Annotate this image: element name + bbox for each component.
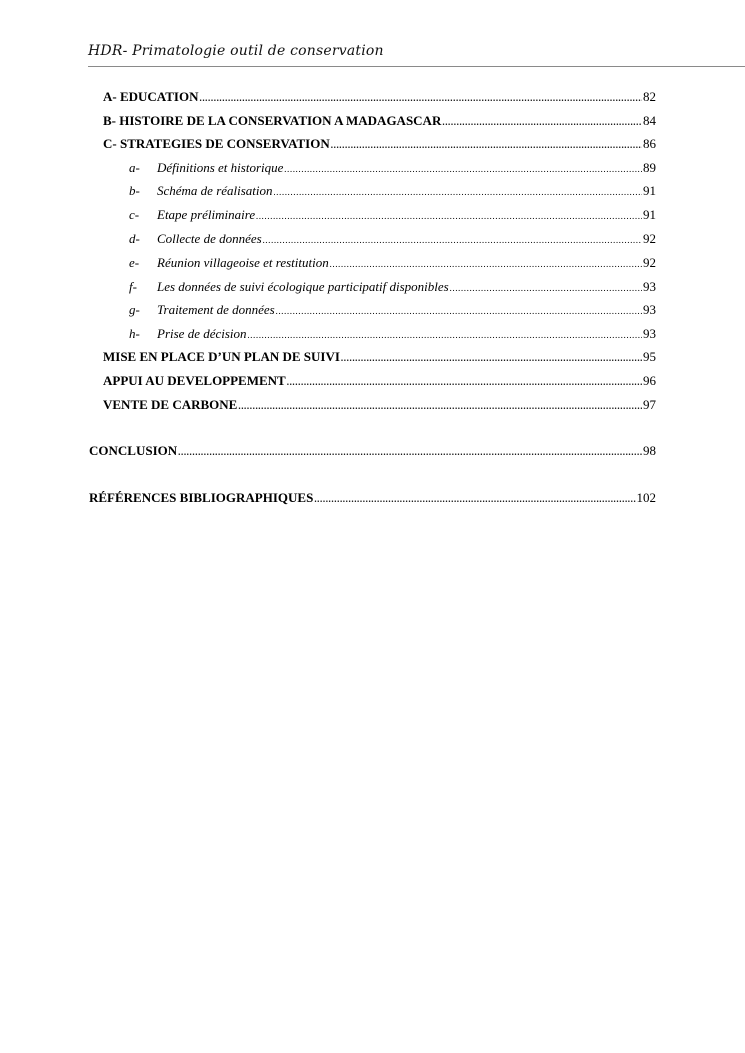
toc-subentry-c[interactable] bbox=[129, 207, 656, 224]
toc-entry-strategies[interactable] bbox=[103, 136, 656, 153]
toc-entry-label: VENTE DE CARBONE bbox=[103, 397, 238, 412]
toc-page-number: 84 bbox=[643, 113, 656, 128]
toc-subentry-prefix: c- bbox=[129, 207, 140, 222]
toc-subentry-h[interactable] bbox=[129, 326, 656, 343]
toc-subentry-label: Les données de suivi écologique participatif disponibles bbox=[157, 279, 449, 294]
toc-page-number: 92 bbox=[643, 255, 656, 270]
toc-entry-histoire[interactable] bbox=[103, 113, 656, 130]
dot-leader bbox=[442, 114, 642, 130]
toc-subentry-prefix: f- bbox=[129, 279, 137, 294]
toc-entry-plan-de-suivi[interactable] bbox=[103, 349, 656, 366]
toc-page-number: 95 bbox=[643, 349, 656, 364]
dot-leader bbox=[450, 280, 642, 296]
toc-entry-appui[interactable] bbox=[103, 373, 656, 390]
toc-entry-label: RÉFÉRENCES BIBLIOGRAPHIQUES bbox=[89, 490, 314, 505]
toc-entry-conclusion[interactable] bbox=[89, 443, 656, 460]
toc-page-number: 102 bbox=[636, 490, 656, 505]
toc-page-number: 82 bbox=[643, 89, 656, 104]
toc-subentry-prefix: a- bbox=[129, 160, 140, 175]
dot-leader bbox=[341, 350, 642, 366]
dot-leader bbox=[256, 208, 642, 224]
toc-subentry-g[interactable] bbox=[129, 302, 656, 319]
toc-subentry-a[interactable] bbox=[129, 160, 656, 177]
dot-leader bbox=[248, 327, 642, 343]
toc-subentry-prefix: e- bbox=[129, 255, 140, 270]
dot-leader bbox=[331, 137, 642, 153]
toc-page-number: 93 bbox=[643, 326, 656, 341]
toc-entry-references[interactable] bbox=[89, 490, 656, 507]
toc-subentry-e[interactable] bbox=[129, 255, 656, 272]
dot-leader bbox=[178, 444, 642, 460]
toc-page-number: 86 bbox=[643, 136, 656, 151]
toc-subentry-b[interactable] bbox=[129, 183, 656, 200]
toc-entry-label: A- EDUCATION bbox=[103, 89, 199, 104]
toc-entry-education[interactable] bbox=[103, 89, 656, 106]
toc-subentry-d[interactable] bbox=[129, 231, 656, 248]
toc-page-number: 97 bbox=[643, 397, 656, 412]
toc-entry-label: B- HISTOIRE DE LA CONSERVATION A MADAGASCAR bbox=[103, 113, 442, 128]
toc-entry-carbone[interactable] bbox=[103, 397, 656, 414]
toc-entry-label: CONCLUSION bbox=[89, 443, 178, 458]
toc-subentry-label: Schéma de réalisation bbox=[157, 183, 273, 198]
toc-subentry-prefix: b- bbox=[129, 183, 140, 198]
toc-page-number: 96 bbox=[643, 373, 656, 388]
toc-entry-label: C- STRATEGIES DE CONSERVATION bbox=[103, 136, 330, 151]
dot-leader bbox=[199, 90, 642, 106]
dot-leader bbox=[287, 374, 642, 390]
dot-leader bbox=[314, 491, 635, 507]
dot-leader bbox=[274, 184, 642, 200]
toc-subentry-f[interactable] bbox=[129, 279, 656, 296]
dot-leader bbox=[263, 232, 642, 248]
toc-page-number: 98 bbox=[643, 443, 656, 458]
toc-page-number: 93 bbox=[643, 302, 656, 317]
toc-subentry-label: Réunion villageoise et restitution bbox=[157, 255, 329, 270]
toc-subentry-label: Traitement de données bbox=[157, 302, 275, 317]
page-header-title: HDR- Primatologie outil de conservation bbox=[88, 43, 384, 59]
toc-entry-label: APPUI AU DEVELOPPEMENT bbox=[103, 373, 286, 388]
toc-entry-label: MISE EN PLACE D’UN PLAN DE SUIVI bbox=[103, 349, 340, 364]
toc-subentry-prefix: h- bbox=[129, 326, 140, 341]
toc-page-number: 91 bbox=[643, 207, 656, 222]
toc-subentry-prefix: g- bbox=[129, 302, 140, 317]
toc-subentry-label: Prise de décision bbox=[157, 326, 247, 341]
toc-subentry-label: Etape préliminaire bbox=[157, 207, 256, 222]
dot-leader bbox=[284, 161, 642, 177]
toc-page-number: 92 bbox=[643, 231, 656, 246]
toc-page-number: 89 bbox=[643, 160, 656, 175]
header-divider bbox=[88, 66, 745, 67]
dot-leader bbox=[330, 256, 642, 272]
toc-page-number: 91 bbox=[643, 183, 656, 198]
toc-page-number: 93 bbox=[643, 279, 656, 294]
dot-leader bbox=[238, 398, 642, 414]
toc-subentry-prefix: d- bbox=[129, 231, 140, 246]
toc-subentry-label: Définitions et historique bbox=[157, 160, 284, 175]
dot-leader bbox=[276, 303, 642, 319]
toc-subentry-label: Collecte de données bbox=[157, 231, 262, 246]
